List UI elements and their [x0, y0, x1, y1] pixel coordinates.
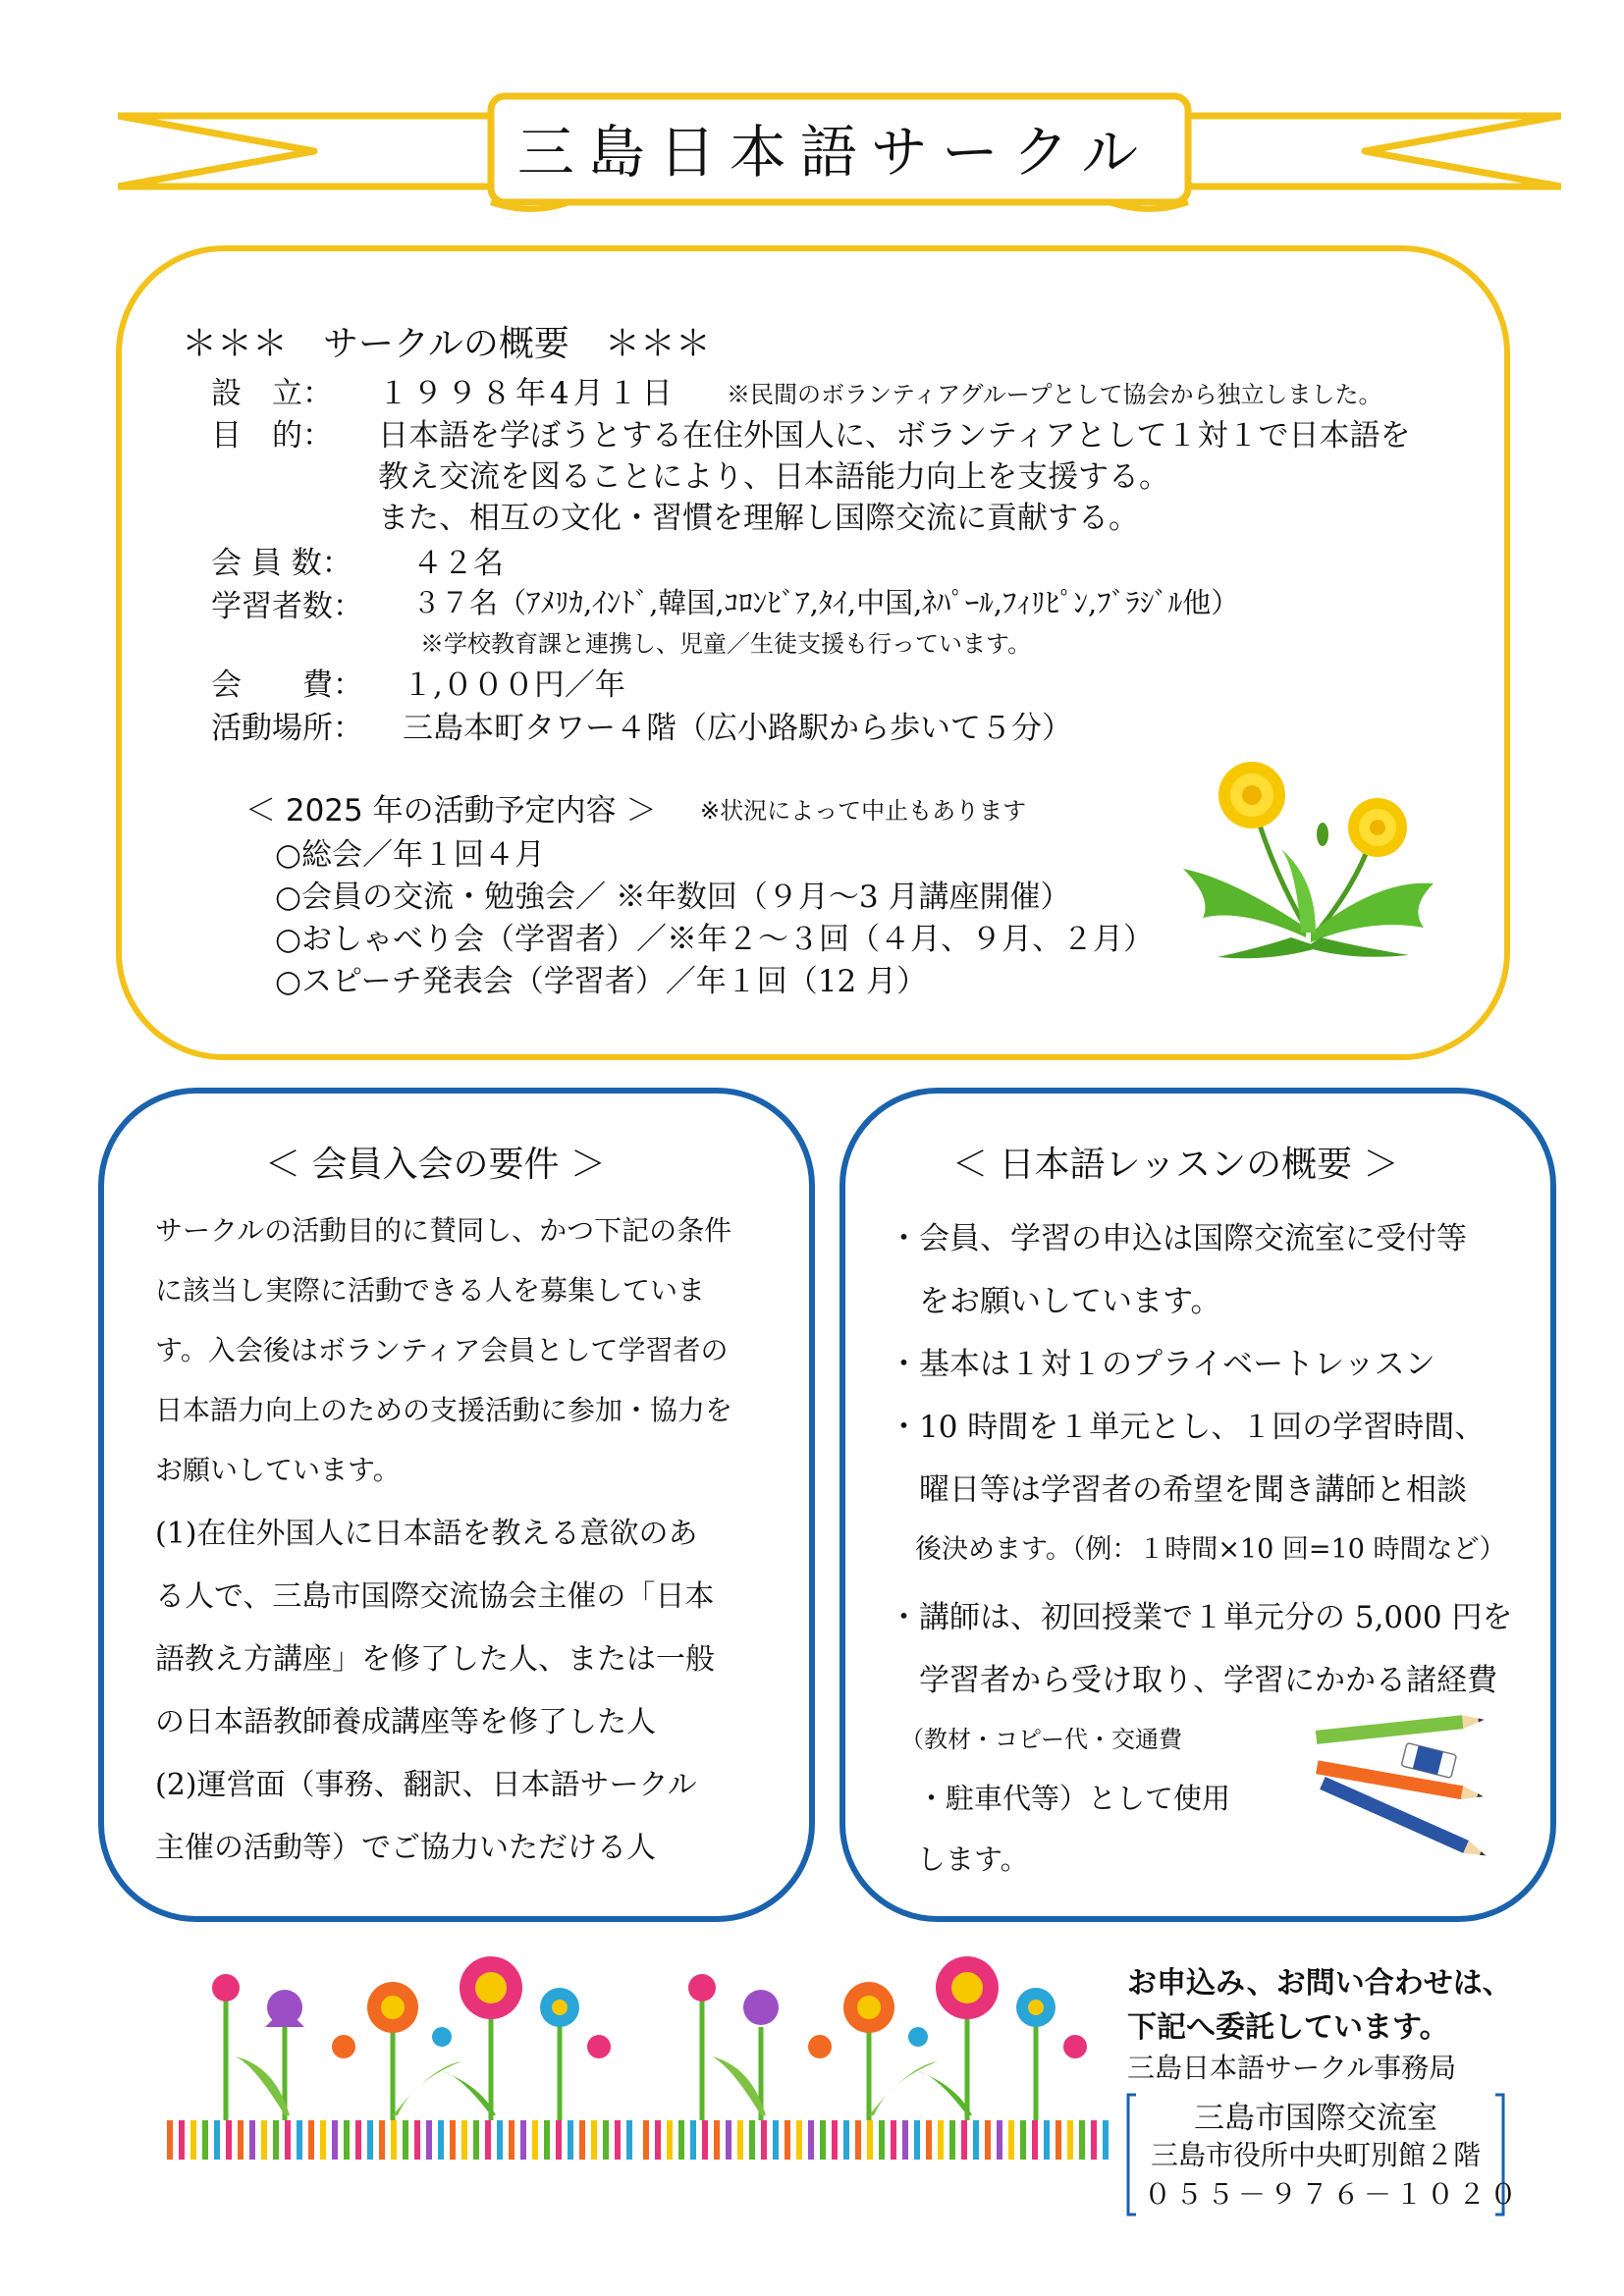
lesson-line: ・講師は、初回授業で１単元分の 5,000 円を [889, 1600, 1513, 1635]
members-value: ４２名 [412, 546, 504, 581]
schedule-note: ※状況によって中止もあります [700, 797, 1027, 825]
page-title: 三島日本語サークル [516, 119, 1153, 186]
flower-bed-illustration [643, 1949, 1114, 2160]
lesson-title: ＜ 日本語レッスンの概要 ＞ [952, 1145, 1399, 1185]
flower-bed-illustration [167, 1949, 638, 2160]
schedule-item: ○会員の交流・勉強会／ ※年数回（９月～3 月講座開催） [275, 880, 1071, 915]
membership-line: お願いしています。 [155, 1454, 401, 1486]
membership-line: 主催の活動等）でご協力いただける人 [155, 1831, 656, 1865]
purpose-line-1: 日本語を学ぼうとする在住外国人に、ボランティアとして１対１で日本語を [378, 418, 1411, 454]
purpose-line-2: 教え交流を図ることにより、日本語能力向上を支援する。 [378, 459, 1169, 495]
contact-org: 三島市国際交流室 [1194, 2101, 1437, 2136]
membership-line: の日本語教師養成講座等を修了した人 [155, 1705, 656, 1739]
dandelion-illustration [1173, 751, 1448, 967]
lesson-line: します。 [889, 1842, 1029, 1876]
purpose-label: 目 的： [211, 418, 333, 454]
learners-value: ３７名（ｱﾒﾘｶ,ｲﾝﾄﾞ,韓国,ｺﾛﾝﾋﾞｱ,ﾀｲ,中国,ﾈﾊﾟｰﾙ,ﾌｨﾘﾋﾟﾝ,ﾌﾞﾗｼﾞﾙ他） [412, 586, 1240, 619]
contact-address: 三島市役所中央町別館２階 [1150, 2139, 1481, 2171]
founded-value: １９９８年4月１日 [378, 376, 677, 411]
overview-heading: ＊＊＊ サークルの概要 ＊＊＊ [182, 324, 711, 364]
purpose-line-3: また、相互の文化・習慣を理解し国際交流に貢献する。 [378, 501, 1139, 536]
lesson-line: をお願いしています。 [889, 1284, 1221, 1319]
schedule-item: ○おしゃべり会（学習者）／※年２～３回（４月、９月、２月） [275, 922, 1155, 957]
contact-line-2: 下記へ委託しています。 [1127, 2010, 1449, 2045]
lesson-line: （教材・コピー代・交通費 [889, 1726, 1183, 1753]
founded-label: 設 立： [211, 376, 333, 411]
lesson-line: 後決めます。（例：１時間×10 回=10 時間など） [889, 1534, 1506, 1565]
membership-line: (2)運営面（事務、翻訳、日本語サークル [155, 1768, 697, 1802]
learners-note: ※学校教育課と連携し、児童／生徒支援も行っています。 [420, 630, 1032, 658]
fee-value: １,０００円／年 [403, 667, 625, 703]
membership-line: る人で、三島市国際交流協会主催の「日本 [155, 1579, 715, 1614]
fee-label: 会 費： [211, 667, 363, 703]
contact-office: 三島日本語サークル事務局 [1127, 2052, 1457, 2084]
lesson-line: 学習者から受け取り、学習にかかる諸経費 [889, 1663, 1497, 1698]
membership-line: 語教え方講座」を修了した人、または一般 [155, 1642, 715, 1677]
membership-title: ＜ 会員入会の要件 ＞ [265, 1145, 606, 1185]
place-value: 三島本町タワー４階（広小路駅から歩いて５分） [403, 711, 1072, 746]
learners-label: 学習者数： [211, 589, 363, 624]
lesson-line: ・駐車代等）として使用 [889, 1782, 1231, 1815]
membership-line: (1)在住外国人に日本語を教える意欲のあ [155, 1517, 698, 1551]
lesson-line: ・10 時間を１単元とし、１回の学習時間、 [889, 1410, 1486, 1445]
membership-line: に該当し実際に活動できる人を募集していま [155, 1274, 706, 1307]
place-label: 活動場所： [211, 711, 363, 746]
schedule-item: ○スピーチ発表会（学習者）／年１回（12 月） [275, 964, 928, 999]
lesson-line: 曜日等は学習者の希望を聞き講師と相談 [889, 1472, 1467, 1508]
members-label: 会 員 数： [211, 546, 352, 581]
lesson-line: ・基本は１対１のプライベートレッスン [889, 1347, 1435, 1382]
lesson-line: ・会員、学習の申込は国際交流室に受付等 [889, 1221, 1467, 1256]
membership-line: 日本語力向上のための支援活動に参加・協力を [155, 1394, 733, 1426]
contact-phone: ０５５－９７６－１０２０ [1144, 2178, 1522, 2211]
membership-line: サークルの活動目的に賛同し、かつ下記の条件 [155, 1214, 732, 1247]
founded-note: ※民間のボランティアグループとして協会から独立しました。 [727, 381, 1382, 408]
membership-line: す。入会後はボランティア会員として学習者の [155, 1334, 729, 1366]
pencils-illustration [1306, 1708, 1492, 1875]
contact-line-1: お申込み、お問い合わせは、 [1127, 1966, 1512, 2001]
schedule-item: ○総会／年１回４月 [275, 837, 546, 873]
schedule-title: ＜ 2025 年の活動予定内容 ＞ [245, 793, 657, 828]
